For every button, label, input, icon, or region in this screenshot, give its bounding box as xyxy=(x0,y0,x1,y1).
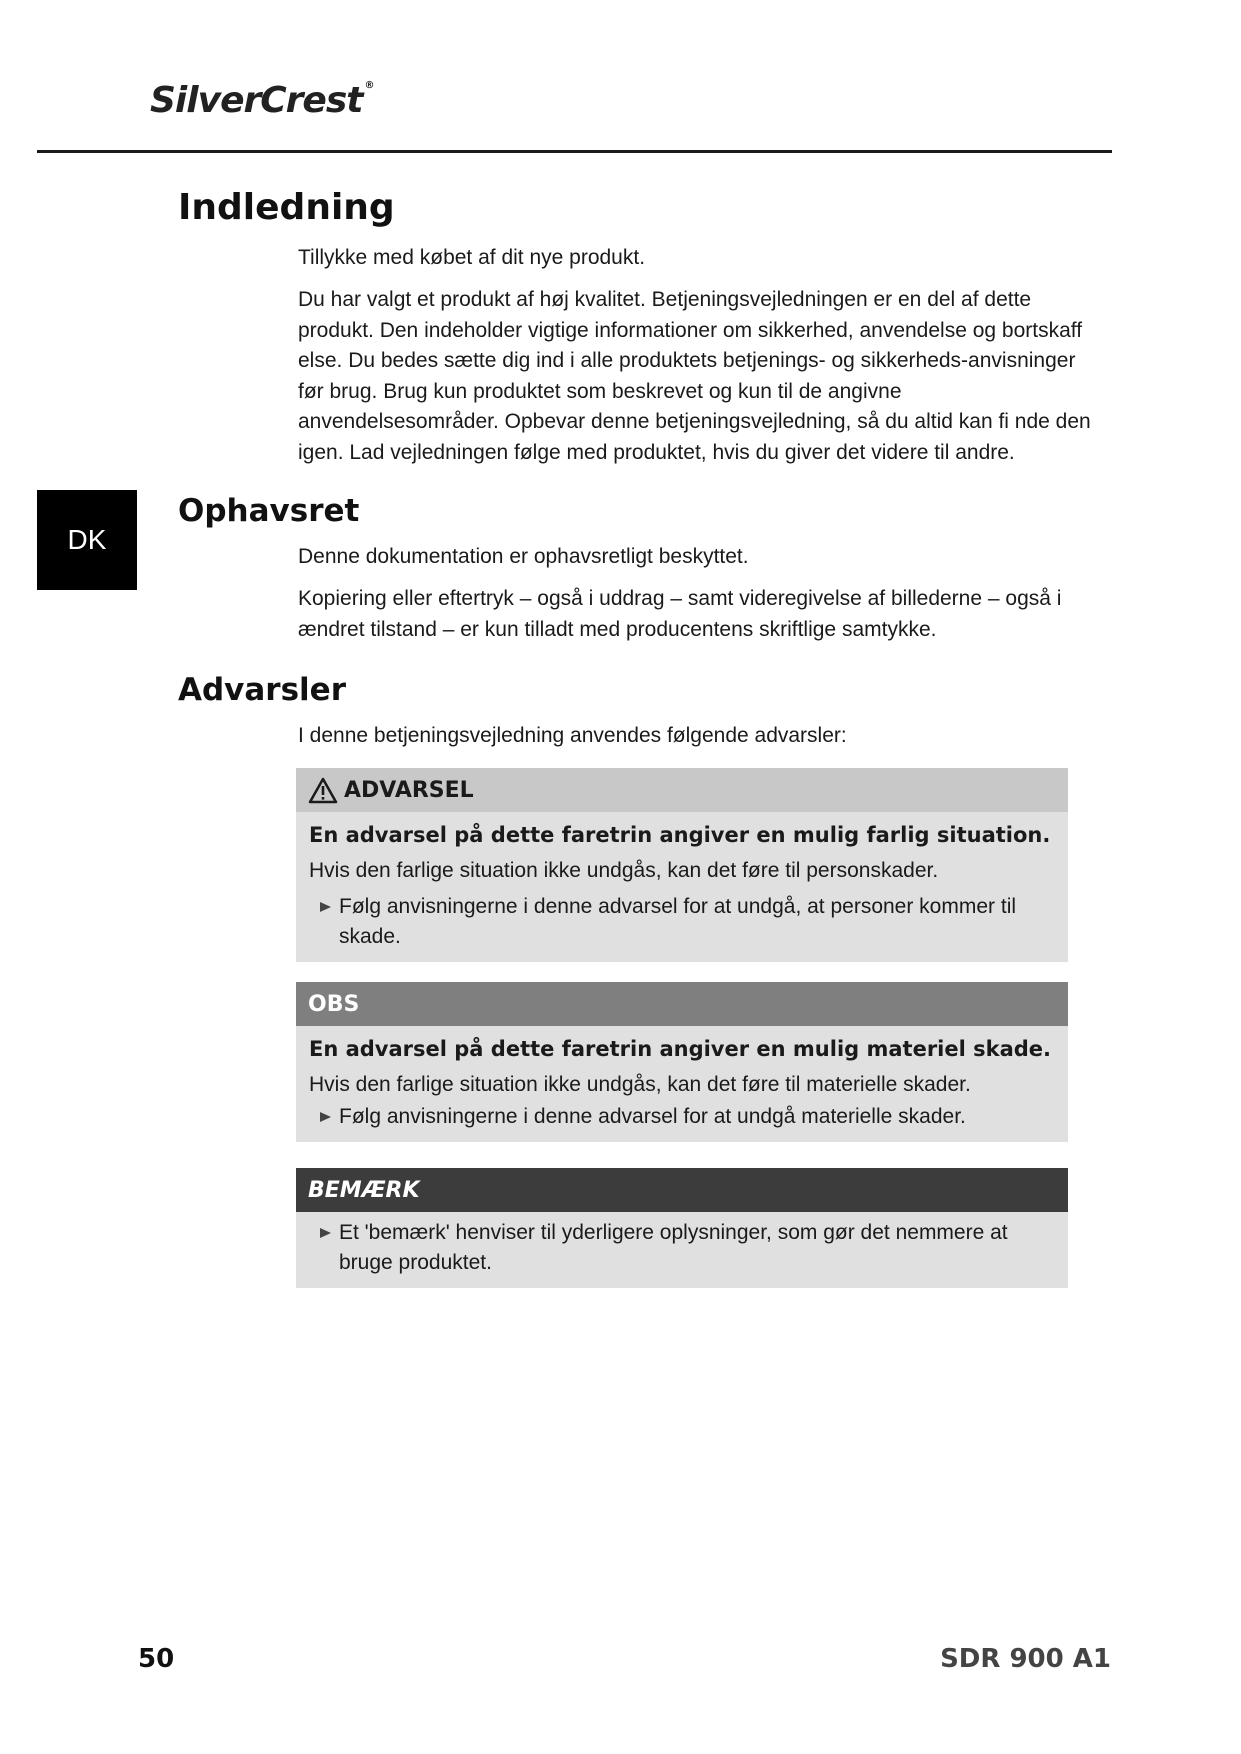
warning-box-advarsel xyxy=(296,768,1068,962)
advarsel-header xyxy=(296,768,1068,812)
section-title-warnings: Advarsler xyxy=(178,672,346,708)
bullet-arrow-icon xyxy=(320,1112,331,1122)
advarsel-bullet-text: Følg anvisningerne i denne advarsel for at undgå, at personer kommer til skade. xyxy=(339,895,1017,948)
obs-body xyxy=(296,1026,1068,1142)
obs-header xyxy=(296,982,1068,1026)
language-tab-label: DK xyxy=(67,524,107,555)
intro-paragraph-1: Tillykke med købet af dit nye produkt. xyxy=(298,246,646,269)
warning-box-bemaerk xyxy=(296,1168,1068,1288)
header-rule xyxy=(37,150,1112,153)
model-number: SDR 900 A1 xyxy=(940,1644,1111,1674)
advarsel-body xyxy=(296,812,1068,962)
section-title-copyright: Ophavsret xyxy=(178,493,360,529)
warnings-intro: I denne betjeningsvejledning anvendes følgende advarsler: xyxy=(298,724,847,747)
bemaerk-body xyxy=(296,1212,1068,1288)
copyright-paragraph-2: Kopiering eller eftertryk – også i uddrag – samt videregivelse af billederne – også i ændret tilstand – er kun tilladt med producentens skriftlige samtykke. xyxy=(298,587,1062,641)
advarsel-bullet xyxy=(309,892,1054,952)
bemaerk-bullet-text: Et 'bemærk' henviser til yderligere oplysninger, som gør det nemmere at bruge produktet. xyxy=(339,1221,1008,1274)
bemaerk-label: BEMÆRK xyxy=(308,1177,420,1203)
obs-label: OBS xyxy=(308,991,360,1017)
advarsel-headline: En advarsel på dette faretrin angiver en mulig farlig situation. xyxy=(309,823,1051,847)
intro-paragraph-2: Du har valgt et produkt af høj kvalitet. Betjeningsvejledningen er en del af dette produkt. Den indeholder vigtige informationer om sikkerhed, anvendelse og bortskaff else. Du bedes sætte dig ind i alle produktets betjenings- og sikkerheds-anvisninger før brug. Brug kun produktet som beskrevet og kun til de angivne anvendelsesområder. Opbevar denne betjeningsvejledning, så du altid kan fi nde den igen. Lad vejledningen følge med produktet, hvis du giver det videre til andre. xyxy=(298,288,1091,464)
registered-mark: ® xyxy=(364,80,374,91)
obs-headline: En advarsel på dette faretrin angiver en mulig materiel skade. xyxy=(309,1037,1052,1061)
section-title-intro: Indledning xyxy=(178,187,395,228)
warning-triangle-icon xyxy=(308,777,338,804)
advarsel-label: ADVARSEL xyxy=(344,777,474,803)
obs-text: Hvis den farlige situation ikke undgås, kan det føre til materielle skader. xyxy=(309,1073,971,1096)
advarsel-text: Hvis den farlige situation ikke undgås, kan det føre til personskader. xyxy=(309,859,939,882)
bullet-arrow-icon xyxy=(320,902,331,912)
language-tab xyxy=(37,490,137,590)
copyright-paragraph-1: Denne dokumentation er ophavsretligt beskyttet. xyxy=(298,545,749,568)
bemaerk-bullet xyxy=(309,1218,1054,1278)
warning-box-obs xyxy=(296,982,1068,1142)
brand-logo xyxy=(150,80,373,121)
obs-bullet xyxy=(309,1102,1054,1132)
bullet-arrow-icon xyxy=(320,1228,331,1238)
obs-bullet-text: Følg anvisningerne i denne advarsel for at undgå materielle skader. xyxy=(339,1105,966,1128)
page-number: 50 xyxy=(138,1644,175,1674)
bemaerk-header xyxy=(296,1168,1068,1212)
brand-name: SilverCrest xyxy=(150,80,363,121)
